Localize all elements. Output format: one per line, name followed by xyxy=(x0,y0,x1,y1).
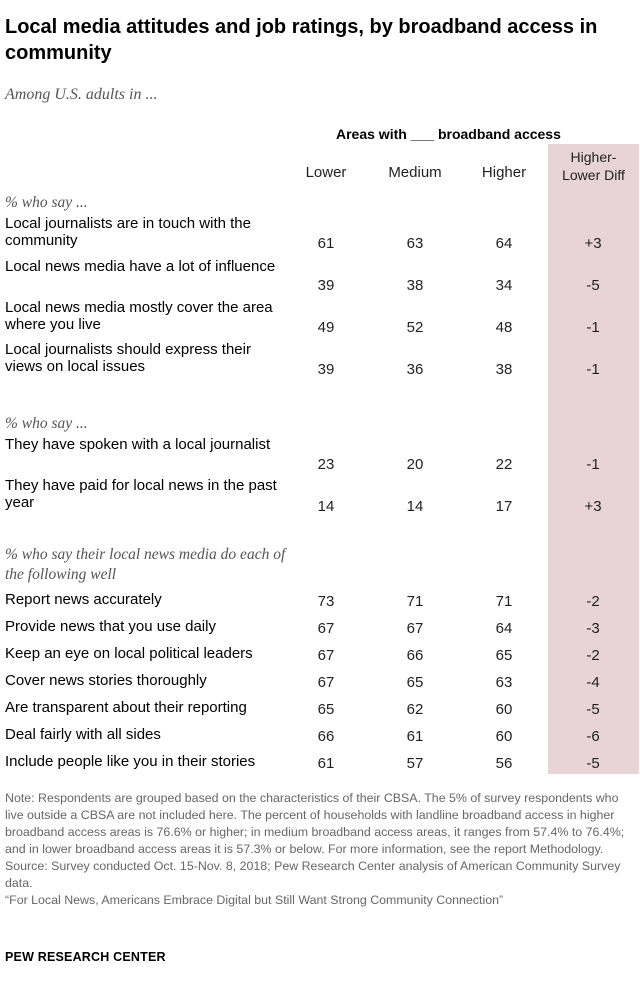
cell-lower: 39 xyxy=(317,277,335,294)
row-label: Deal fairly with all sides xyxy=(5,726,161,743)
cell-medium: 71 xyxy=(406,593,424,610)
chart-title: Local media attitudes and job ratings, by broadband access in community xyxy=(5,16,598,64)
cell-higher: 64 xyxy=(495,235,513,252)
row-label: Local journalists are in touch with the community xyxy=(5,215,251,249)
source-text: Source: Survey conducted Oct. 15-Nov. 8, 2018; Pew Research Center analysis of American Community Survey data. xyxy=(5,859,621,890)
cell-lower: 73 xyxy=(317,593,335,610)
cell-medium: 62 xyxy=(406,701,424,718)
cell-lower: 49 xyxy=(317,319,335,336)
cell-higher: 64 xyxy=(495,620,513,637)
row-label: They have spoken with a local journalist xyxy=(5,436,271,453)
cell-diff: -1 xyxy=(586,456,600,473)
cell-lower: 23 xyxy=(317,456,335,473)
cell-diff: -4 xyxy=(586,674,600,691)
cell-lower: 65 xyxy=(317,701,335,718)
cell-medium: 36 xyxy=(406,361,424,378)
cell-higher: 63 xyxy=(495,674,513,691)
cell-medium: 57 xyxy=(406,755,424,772)
cell-diff: +3 xyxy=(584,235,602,252)
cell-medium: 63 xyxy=(406,235,424,252)
note-text: Note: Respondents are grouped based on the characteristics of their CBSA. The 5% of survey respondents who live outside a CBSA are not included here. The percent of households with landline broadband access in higher broadband access areas is 76.6% or higher; in medium broadband access areas, it ranges from 57.4% to 76.4%; and in lower broadband access areas it is 57.3% or below. For more information, see the report Methodology. xyxy=(5,791,625,856)
notes-block xyxy=(5,790,630,909)
cell-higher: 60 xyxy=(495,728,513,745)
column-header-medium: Medium xyxy=(388,164,442,181)
section-label: % who say their local news media do each of the following well xyxy=(5,546,286,583)
row-label: Local journalists should express their views on local issues xyxy=(5,341,251,375)
cell-higher: 48 xyxy=(495,319,513,336)
cell-higher: 56 xyxy=(495,755,513,772)
cell-higher: 65 xyxy=(495,647,513,664)
chart-subtitle: Among U.S. adults in ... xyxy=(5,86,158,103)
cell-lower: 66 xyxy=(317,728,335,745)
row-label: Keep an eye on local political leaders xyxy=(5,645,253,662)
cell-diff: -1 xyxy=(586,319,600,336)
group-header: Areas with ___ broadband access xyxy=(336,126,561,142)
row-label: Include people like you in their stories xyxy=(5,753,256,770)
cell-lower: 67 xyxy=(317,647,335,664)
cell-higher: 71 xyxy=(495,593,513,610)
row-label: Provide news that you use daily xyxy=(5,618,216,635)
cell-medium: 20 xyxy=(406,456,424,473)
cell-lower: 61 xyxy=(317,755,335,772)
row-label: Cover news stories thoroughly xyxy=(5,672,207,689)
cell-lower: 39 xyxy=(317,361,335,378)
cell-medium: 67 xyxy=(406,620,424,637)
column-header-higher: Higher xyxy=(481,164,527,181)
cell-medium: 52 xyxy=(406,319,424,336)
cell-medium: 65 xyxy=(406,674,424,691)
row-label: Are transparent about their reporting xyxy=(5,699,247,716)
cell-higher: 60 xyxy=(495,701,513,718)
row-label: They have paid for local news in the past year xyxy=(5,477,277,511)
row-label: Report news accurately xyxy=(5,591,162,608)
cell-lower: 14 xyxy=(317,498,335,515)
cell-medium: 38 xyxy=(406,277,424,294)
cell-medium: 61 xyxy=(406,728,424,745)
cell-diff: -5 xyxy=(586,701,600,718)
cell-lower: 61 xyxy=(317,235,335,252)
section-label: % who say ... xyxy=(5,194,88,211)
section-label: % who say ... xyxy=(5,415,88,432)
cell-higher: 38 xyxy=(495,361,513,378)
row-label: Local news media mostly cover the area where you live xyxy=(5,299,273,333)
cell-higher: 34 xyxy=(495,277,513,294)
cell-lower: 67 xyxy=(317,620,335,637)
cell-diff: -3 xyxy=(586,620,600,637)
column-header-lower: Lower xyxy=(305,164,347,181)
row-label: Local news media have a lot of influence xyxy=(5,258,276,275)
cell-diff: -2 xyxy=(586,647,600,664)
cell-medium: 14 xyxy=(406,498,424,515)
cell-diff: -6 xyxy=(586,728,600,745)
cell-diff: -2 xyxy=(586,593,600,610)
cell-higher: 22 xyxy=(495,456,513,473)
report-title: “For Local News, Americans Embrace Digital but Still Want Strong Community Connection” xyxy=(5,893,504,907)
cell-higher: 17 xyxy=(495,498,513,515)
footer-brand: PEW RESEARCH CENTER xyxy=(5,950,166,964)
cell-diff: -1 xyxy=(586,361,600,378)
cell-lower: 67 xyxy=(317,674,335,691)
cell-medium: 66 xyxy=(406,647,424,664)
cell-diff: -5 xyxy=(586,277,600,294)
cell-diff: +3 xyxy=(584,498,602,515)
cell-diff: -5 xyxy=(586,755,600,772)
column-header-diff: Higher- Lower Diff xyxy=(562,149,625,183)
